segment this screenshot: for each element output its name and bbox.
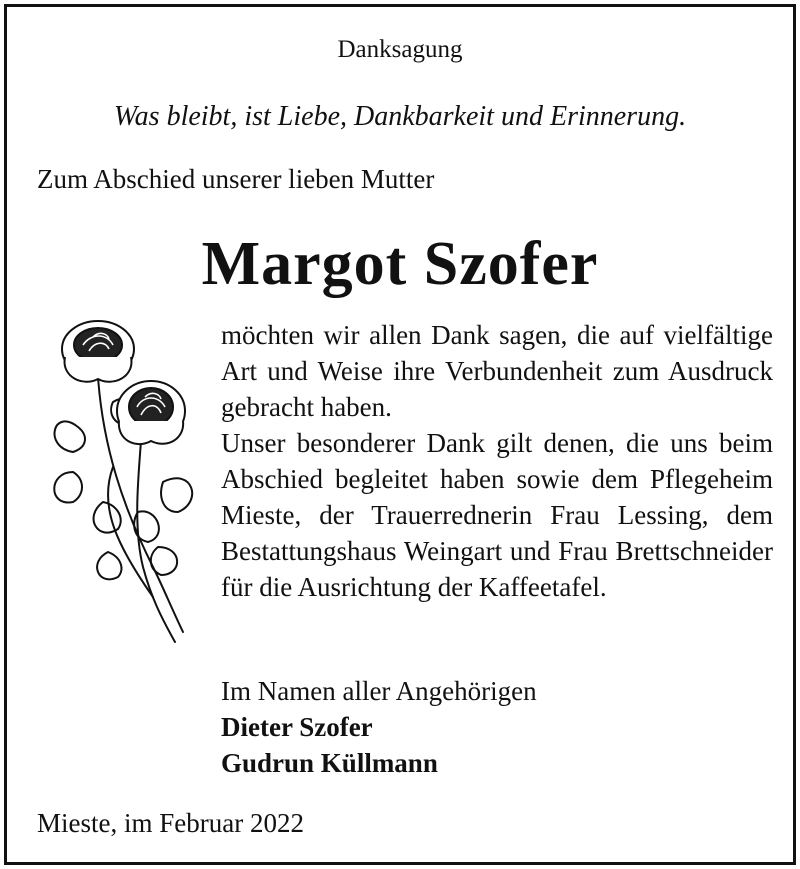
- notice-heading: Danksagung: [337, 36, 463, 63]
- body-paragraph-1: möchten wir allen Dank sagen, die auf vielfältige Art und Weise ihre Verbundenheit zum Ausdruck gebracht haben.: [221, 320, 773, 422]
- deceased-name: Margot Szofer: [201, 230, 599, 298]
- signoff-block: [221, 673, 537, 781]
- signer-name: Gudrun Küllmann: [221, 748, 438, 778]
- obituary-notice: [4, 4, 796, 865]
- signoff-line: Im Namen aller Angehörigen: [221, 676, 537, 706]
- body-paragraph-2: Unser besonderer Dank gilt denen, die uns beim Abschied begleitet haben sowie dem Pflegeheim Mieste, der Trauerrednerin Frau Lessing, dem Bestattungshaus Weingart und Frau Brettschneider für die Ausrichtung der Kaffeetafel.: [221, 428, 773, 602]
- roses-icon: [43, 307, 203, 647]
- place-date: Mieste, im Februar 2022: [37, 808, 304, 838]
- notice-body: [221, 317, 773, 605]
- notice-intro: Zum Abschied unserer lieben Mutter: [37, 164, 435, 194]
- notice-motto: Was bleibt, ist Liebe, Dankbarkeit und Erinnerung.: [113, 101, 687, 132]
- signer-name: Dieter Szofer: [221, 712, 373, 742]
